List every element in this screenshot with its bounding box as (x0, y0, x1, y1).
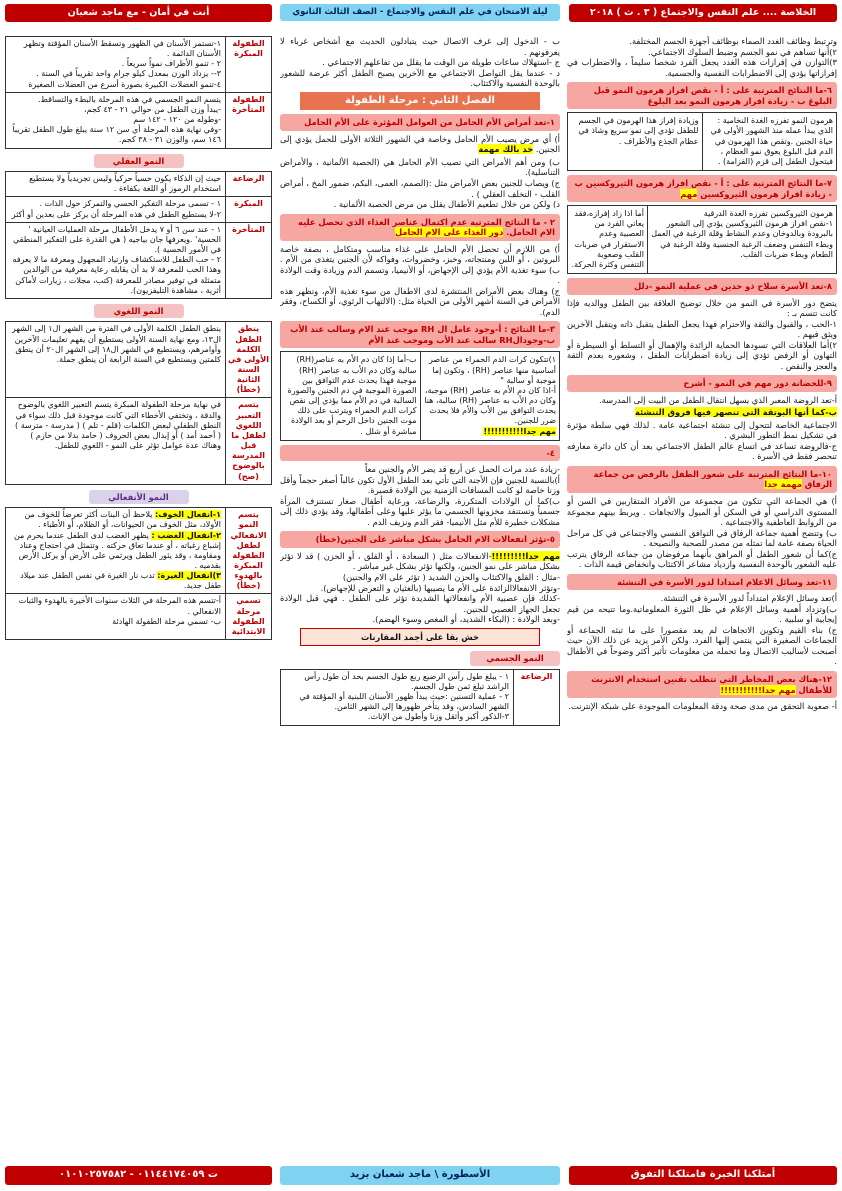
column-center (280, 36, 560, 1155)
q9-heading: ٩-للحضانة دور مهم في النمو - أشرح (567, 375, 837, 392)
q9-answer-c: الاجتماعية الخاصة لتتحول إلى تنشئة اجتماعية عامة . لذلك فهي سلطة مؤثرة في تشكيل نمط التطور البشري . ج-فالروضة تساعد في اتساع عالم الطفل الاجتماعي بعد أن كان دائرة معارفه تنحصر فقط في الأسرة . (567, 419, 837, 462)
q12-heading (567, 671, 837, 698)
q12-answer: أ- صعوبة التحقق من مدى صحة ودقة المعلومات الموجودة على شبكة الإنترنت. (568, 701, 837, 712)
jealousy-label: ٣)انفعال الغيرة: (157, 571, 221, 581)
mental-infancy-text: حيث إن الذكاء يكون حسياً حركياً وليس تجريدياً ولا يستطيع استخدام الرموز أو اللغة بكفاءة . (29, 174, 221, 194)
language-q2-label: يتسم التعبير اللغوي لطفل ما قبل المدرسة بالوضوح (صح) (225, 398, 271, 483)
emotional-growth-table (5, 507, 272, 640)
anger-text: يظهر الغضب لدى الطفل عندما يحرم من إشباع رغباته ، أو عندما تعاق حركته . وتتمثل في احتجاج وعناد ومقاومة ، وقد يثور الطفل ويرتمي على الأرض أو يركل الأرض بقدميه . (13, 530, 221, 570)
q9-answer-b: ب-كما أنها البوتقة التي تنصهر فيها فروق التنشئة (635, 407, 837, 418)
footer-phone: ت ٠١١٤٤١٧٤٠٥٩ - ٠١٠١٠٢٥٧٥٨٢ (5, 1166, 272, 1185)
column-left (5, 36, 272, 1155)
rh-important-mark: مهم جدا!!!!!!!!!!! (483, 426, 556, 436)
infancy-physical-table (280, 669, 560, 726)
emotional-q2-label: تسمي مرحلة الطفولة الابتدائية (225, 594, 271, 639)
q6-answer-a: هرمون النمو تفرزه الغدة النخامية : الذي يبدأ عمله منذ الشهور الأولى في حياة الجنين .وتقص هذا الهرمون في الدم قبل البلوغ يعوق نمو العظام ، فيتحول الطفل إلى قزم (القزامة) . (710, 116, 833, 166)
q10-important-mark: مهمة جدا (764, 479, 803, 490)
late-childhood-text: يتسم النمو الجسمي في هذه المرحلة بالبطء والتساقط. -يبدأ وزن الطفل من حوالي ٢١ - ٤٣ كجم، -وطوله من ١٢٠ - ١٤٢ سم -وفي نهاية هذه المرحلة أي سن ١٢ سنة يبلغ طول الطفل تقريباً ١٤٦ سم، والوزن ٣١ - ٣٨ كجم. (12, 94, 221, 145)
q6-heading: ٦-ما النتائج المترتبة على : أ - نقص افراز هرمون النمو قبل البلوغ ب - زيادة افراز هرمون النمو بعد البلوغ (567, 82, 837, 109)
c2-q4-answer: -زيادة عدد مرات الحمل عن أربع قد يضر الأم والجنين معاً أ)بالنسبة للجنين فإن الأجنة التي تأتي بعد الطفل الأول تكون غالباً أصغر حجماً وأقل وزنا خاصة لو كانت المسافات الزمنية بين الولادة قصيرة. ب)كما أن الولادات المتكررة، والرضاعة، ورعاية أطفال صغار تستنزف المرأة جسمياً وتستنفد مخزونها الجسمي ما يؤثر عليها وعلى أطفالها، وقد يؤدي ذلك إلى مشكلات خطيرة للأم مثل الأنيميا- فقر الدم ونزيف الدم . (280, 464, 560, 527)
c2-q2-heading (280, 214, 560, 241)
physical-growth-table (5, 36, 272, 149)
c2-q2-text: ٢ - ما النتائج المترتبة عدم اكتمال عناصر الغذاء الذي تحصل عليه الام الحامل. (298, 216, 555, 238)
mental-late-label: المتأخرة (225, 223, 271, 298)
rh-compatible: ١)تتكون كرات الدم الحمراء من عناصر أساسية منها عناصر (RH) ، وتكون إما موجبة أو سالبة " أ-اذا كان دم الأم به عناصر (RH) موجبة، وكان دم الأب به عناصر (RH) سالبة، هنا يحدث التوافق بين الأب والأم فلا يحدث ضرر للجنين. (424, 355, 556, 426)
q7-table (567, 205, 837, 274)
internet-risks-cont: ب - الدخول إلى غرف الاتصال حيث يتبادلون الحديث مع أشخاص غرباء لا يعرفونهم . ج -استهلاك ساعات طويلة من الوقت ما يقلل من تفاعلهم الاجتماعي . د - عندما يقل التواصل الاجتماعي مع الآخرين يصبح الطفل أكثر عرضة للشعور بالوحدة النفسية والاكتئاب. (280, 36, 560, 89)
infancy-label: الرضاعة (513, 670, 559, 725)
q12-text: ١٢-هناك بعض المخاطر التي تتطلب تقنين استخدام الانترنت للأطفال (591, 673, 832, 695)
fear-text: يلاحظ أن البنات أكثر تعرضاً للخوف من الأولاد، مثل الخوف من الحيوانات، أو الظلام، أو الأطباء . (24, 510, 221, 530)
early-childhood-label: الطفولة المبكرة (225, 37, 271, 92)
mental-late-text: ١ - عند سن ٦ أو ٧ يدخل الأطفال مرحلة العمليات العيانية ' الحسية' .ويعرفها جان بياجيه ( هي القدرة على التفكير المنطقي في الأمور الحسية ). ٢ - حب الطفل للاستكشاف وارتياد المجهول ومعرفة ما لا يعرفه وهذا الحب للمعرفة لا بد أن يقابله رعاية معرفية من الوالدين متمثلة في توفير مصادر للمعرفة (كتب، مجلات ، زيارات لأماكن أثرية ، مشاهدة التليفزيون). (12, 224, 221, 295)
language-growth-heading: النمو اللغوي (94, 304, 184, 319)
q7-heading (567, 175, 837, 202)
c2-q1-answer-rest: ب) ومن أهم الأمراض التي تصيب الأم الحامل هي (الحصبة الألمانية ، والأمراض التناسلية). ج) ويصاب للجنين بعض الأمراض مثل :(الصمم، العمى، البكم، ضمور المخ ، أمراض القلب - التخلف العقلي ) . د) ولكن من خلال تطعيم الأطفال يقلل من مرض الحصبة الألمانية . (280, 156, 560, 210)
late-childhood-label: الطفولة المتأخرة (225, 93, 271, 148)
infancy-physical-text: ١ - يبلغ طول رأس الرضيع ربع طول الجسم بحد أن طول رأس الراشد تبلغ ثمن طول الجسم. ٢ - عملية التسنين :حيث يبدأ ظهور الأسنان اللبنية أو المؤقتة في الشهر السادس، وقد يتأخر ظهورها إلى الشهر الثامن. ٣-الذكور أكبر وأثقل وزنا وأطول من الإناث. (299, 671, 509, 722)
q10-text: ١٠-ما النتائج المترتبة على شعور الطفل بالرفض من جماعة الرفاق (593, 468, 832, 490)
c2-q1-highlight: خد بالك مهمة (478, 144, 534, 155)
q9-answer-a: أ-تعد الروضة المعبر الذي يسهل انتقال الطفل من البيت إلى المدرسة. (599, 394, 837, 405)
c2-q3-heading: ٣-ما النتائج : أ-وجود عامل ال RH موجب عند الام وسالب عند الأب ب-وجودالRH سالب عند الأب وموجب عند الأم (280, 321, 560, 348)
q7-text: ٧-ما النتائج المترتبة على : أ - نقص افراز هرمون الثيروكسين ب - زيادة افراز هرمون الثيروكسين (574, 177, 832, 199)
early-childhood-text: ١-تستمر الأسنان في الظهور وتسقط الأسنان المؤقتة وتظهر الأسنان الدائمة . ٢ - تنمو الأطراف نمواً سريعاً . ٣-- يزداد الوزن بمعدل كيلو جرام واحد تقريباً في السنة . ٤-تنمو العضلات الكبيرة بصورة أسرع من العضلات الصغيرة (23, 39, 221, 89)
mental-early-text: ١ - تسمى مرحلة التفكير الحسي والتمركز حول الذات . ٢-لا يستطيع الطفل في هذه المرحلة أن يركز على بعدين أو أكثر (11, 199, 221, 219)
header-title-right: الخلاصة .... علم النفس والاجتماع ( ٣ . ث ) ٢٠١٨ (569, 4, 837, 22)
rh-table (280, 351, 560, 440)
q6-answer-b: وزيادة إفراز هذا الهرمون في الجسم للطفل تؤدي إلى نمو سريع وشاذ في عظام الجذع والأطراف . (568, 113, 703, 170)
rh-incompatible: ب-أما إذا كان دم الأم به عناصر(RH) سالبة وكان دم الأب به عناصر (RH) موجبة فهذا يحدث عدم التوافق بين الصورة الموجبة في دم الجنين والصورة السالبة في دم الأم مما يؤدي إلى نقص كرات الدم الحمراء ويترتب على ذلك موت الجنين داخل الرحم أو بعد الولادة مباشرة أو شلل . (281, 352, 421, 439)
q6-table (567, 112, 837, 171)
c2-q2-highlight: دور الغذاء على الام الحامل (394, 227, 504, 238)
emotional-growth-heading: النمو الأنفعالي (89, 490, 189, 505)
chapter-title: الفصل الثاني : مرحلة الطفولة (300, 92, 540, 111)
comparisons-title: خش بقا على أجمد المقارنات (300, 628, 540, 647)
physical-growth-heading: النمو الجسمي (470, 651, 560, 666)
q8-heading: ٨-تعد الأسرة سلاح ذو حدين في عملية النمو -دلل (567, 278, 837, 295)
anger-label: ٢-انفعال الغضب : (151, 530, 221, 540)
q11-answer: أ)تعد وسائل الإعلام امتداداً لدور الأسرة في التنشئة. ب)وتزداد أهمية وسائل الإعلام في ظل الثورة المعلوماتية.وما تتيحه من قيم إيجابية أو سلبية . ج) بناء القيم وتكوين الاتجاهات لم يعد مقصورا على ما تبثه الجماعة أو الجماعات الصغيرة التي ينتمي إليها الفرد. ولكن الأمر يزيد عن ذلك الآن حيث أصبحت لأساليب الاتصال وما تحمله من معلومات تأثير أكثر وضوحاً في الأطفال . (567, 593, 837, 667)
c2-q1-answer-a: أ) أي مرض يصيب الأم الحامل وخاصة في الشهور الثلاثة الأولى للحمل يؤدي إلى الجنين. (280, 133, 560, 155)
q7-important-mark: مهم (680, 188, 698, 199)
language-q1-label: ينطق الطفل الكلمة الأولى في السنة الثانية (خطأ) (225, 322, 271, 397)
mental-infancy-label: الرضاعة (225, 172, 271, 196)
language-q1-text: ينطق الطفل الكلمة الأولى في الفترة من الشهر ال١ إلى الشهر ال١٣، ومع نهاية السنة الأولى يستطيع أن يفهم تعليمات الآخرين وأوامرهم، ويستطيع في الشهر ال١٨ إلى الشهر ال٢٠ أن ينطق كلمتين ويستطيع في السنة الرابعة أن ينطق جملة. (11, 324, 221, 364)
footer-slogan: أمتلكنا الخبرة فامتلكنا التفوق (569, 1166, 837, 1185)
mental-growth-table (5, 171, 272, 299)
footer-author: الأسطورة \ ماجد شعبان بزيد (280, 1166, 560, 1185)
c2-q5-important-mark: مهم جدا!!!!!!!!! (491, 550, 560, 561)
q7-answer-b: أما اذا زاد إفرازه،فقد يعاني الفرد من العصبية وعدم الاستقرار في ضربات القلب وصعوبة التنفس وكثرة الحركة. (568, 206, 648, 273)
jealousy-text: تدب نار الغيرة في نفس الطفل عند ميلاد طفل جديد. (20, 571, 221, 591)
q10-answer: أ) هي الجماعة التي تتكون من مجموعة من الأفراد المتقاربين في السن أو المستوى الدراسي أو في السكن أو الميول والاتجاهات . ويربط بينهم مجموعة من الروابط العاطفية والاجتماعية . ب) وتتضح أهمية جماعة الرفاق في التوافق النفسي والاجتماعي في كل مراحل الحياة بصفة عامة لما تمثله من مصدر للصحبة والنصيحة . ج)كما أن شعور الطفل أو المراهق بأنهما مرفوضان من جماعة الرفاق يترتب عليه الشعور بالوحدة النفسية وازدياد مشاعر الاكتئاب وانخفاض قيمة الذات . (567, 496, 837, 570)
c2-q2-answer: أ) من اللازم أن تحصل الأم الحامل على غذاء مناسب ومتكامل ، بصفة خاصة البروتين ، أو اللبن ومنتجاته، وخبز، وخضروات، وفواكه لأن الجنين يتغذى من الأم . ب) سوء تغذية الأم يؤدي إلى الإجهاض، أو الأنيميا، وتسمم الدم وزيادة وقت الولادة . ج) وهناك بعض الأمراض المنتشرة لدى الاطفال من سوء تغذية الأم، وتظهر هذه الأمراض في السنة أشهر الأولى من الحياة مثل: (الالتهاب الرئوي، أو الكساح، وفقر الدم). (280, 243, 560, 317)
q7-answer-a: هرمون الثيروكسين تفرزه الغدة الدرقية ١-نقص افراز هرمون الثيروكسين يؤدي إلى الشعور بالبرودة وبالدوخان وعدم النشاط وقلة الرغبة في العمل وبطء التنفس وضعف الرغبة الجنسية وقلة الرغبة في الطعام وبطء ضربات القلب. (651, 209, 833, 259)
emotional-q1-label: يتسم النمو الانفعالي لطفل الطفولة المبكرة بالهدوء (خطأ) (225, 508, 271, 593)
language-growth-table (5, 321, 272, 484)
q10-heading (567, 466, 837, 493)
column-right (567, 36, 837, 1155)
q11-heading: ١١-تعد وسائل الاعلام امتدادا لدور الأسرة في التنشئة (567, 574, 837, 591)
emotional-q2-text: أ-تتسم هذه المرحلة في الثلاث سنوات الأخيرة بالهدوء والثبات الانفعالي . ب- تسمي مرحلة الطفولة الهادئة (18, 596, 221, 626)
language-q2-text: في نهاية مرحلة الطفولة المبكرة يتسم التعبير اللغوي بالوضوح والدقة ، وتختفي الأخطاء التي كانت موجودة قبل ذلك سواء في النطق الطفلي لبعض الكلمات (قلم - تلم ) ( مدرسة - مترسة ) ( أحمد أمد ) أو إبدال بعض الحروف ( حامد بدلا من حازم ) وهناك عدة عوامل تؤثر على النمو - اللغوي للطفل. (15, 400, 221, 451)
mental-early-label: المبكرة (225, 197, 271, 221)
mental-growth-heading: النمو العقلي (94, 154, 184, 169)
c2-q5-heading: ٥-تؤثر انفعالات الام الحامل بشكل مباشر على الجنين(خطأ) (280, 531, 560, 548)
q12-important-mark: مهم جدا!!!!!!!!!!! (720, 684, 796, 695)
c2-q4-heading: ٤- (280, 445, 560, 462)
glands-intro: وترتبط وظائف الغدد الصماء بوظائف أجهزة الجسم المختلفة. ٢)أنها تساهم في نمو الجسم وضبط السلوك الاجتماعي. ٣)التوازن في إفرازات هذه الغدد يجعل الفرد شخصا سليماً ، والاضطراب في إفرازاتها يؤدي إلى الاضطرابات النفسية والجسمية. (567, 36, 837, 78)
c2-q5-answer: -الانفعالات مثل ( السعادة ، أو القلق ، أو الحزن ) قد لا تؤثر بشكل مباشر على نمو الجنين، ولكنها تؤثر بشكل غير مباشر . -مثال : القلق والاكتئاب والحزن الشديد ( تؤثر على الام والجنين) -وتؤثر الانفعالاالزائدة على الأم ما يصيبها (بالغثيان و التعرض للإجهاض). -كذلك فإن عصبية الأم وانفعالاتها الشديدة تؤثر على الطفل . فهي قبل الولادة تجعل الجهاز العصبي للجنين. -وبعد الولادة : (البكاء الشديد، أو المغص وسوء الهضم). (280, 550, 560, 625)
emotional-q1-text (6, 508, 225, 593)
fear-label: ١-انفعال الخوف: (155, 510, 221, 520)
q8-answer: يتضح دور الأسرة في النمو من خلال توضيح العلاقة بين الطفل ووالديه فإذا كانت تتسم بـ : ١-الحب ، والقبول والثقة والاحترام فهذا يجعل الطفل يتقبل ذاته ويتقبل الآخرين ويثق فيهم . ٢)أما العلاقات التي تسودها الحماية الزائدة والإهمال أو التسلط أو السيطرة أو التهاون أو الرفض تؤدي إلى زيادة اضطرابات الطفل ، وشعوره بعدم الثقة والعجز والنقص . (567, 297, 837, 371)
header-title-center: ليلة الامتحان في علم النفس والاجتماع - الصف الثالث الثانوي (280, 4, 560, 21)
c2-q1-heading: ١-تعد أمراض الأم الحامل من العوامل المؤثرة على الأم الحامل (280, 114, 560, 131)
header-title-left: أنت في أمان - مع ماجد شعبان (5, 4, 272, 22)
